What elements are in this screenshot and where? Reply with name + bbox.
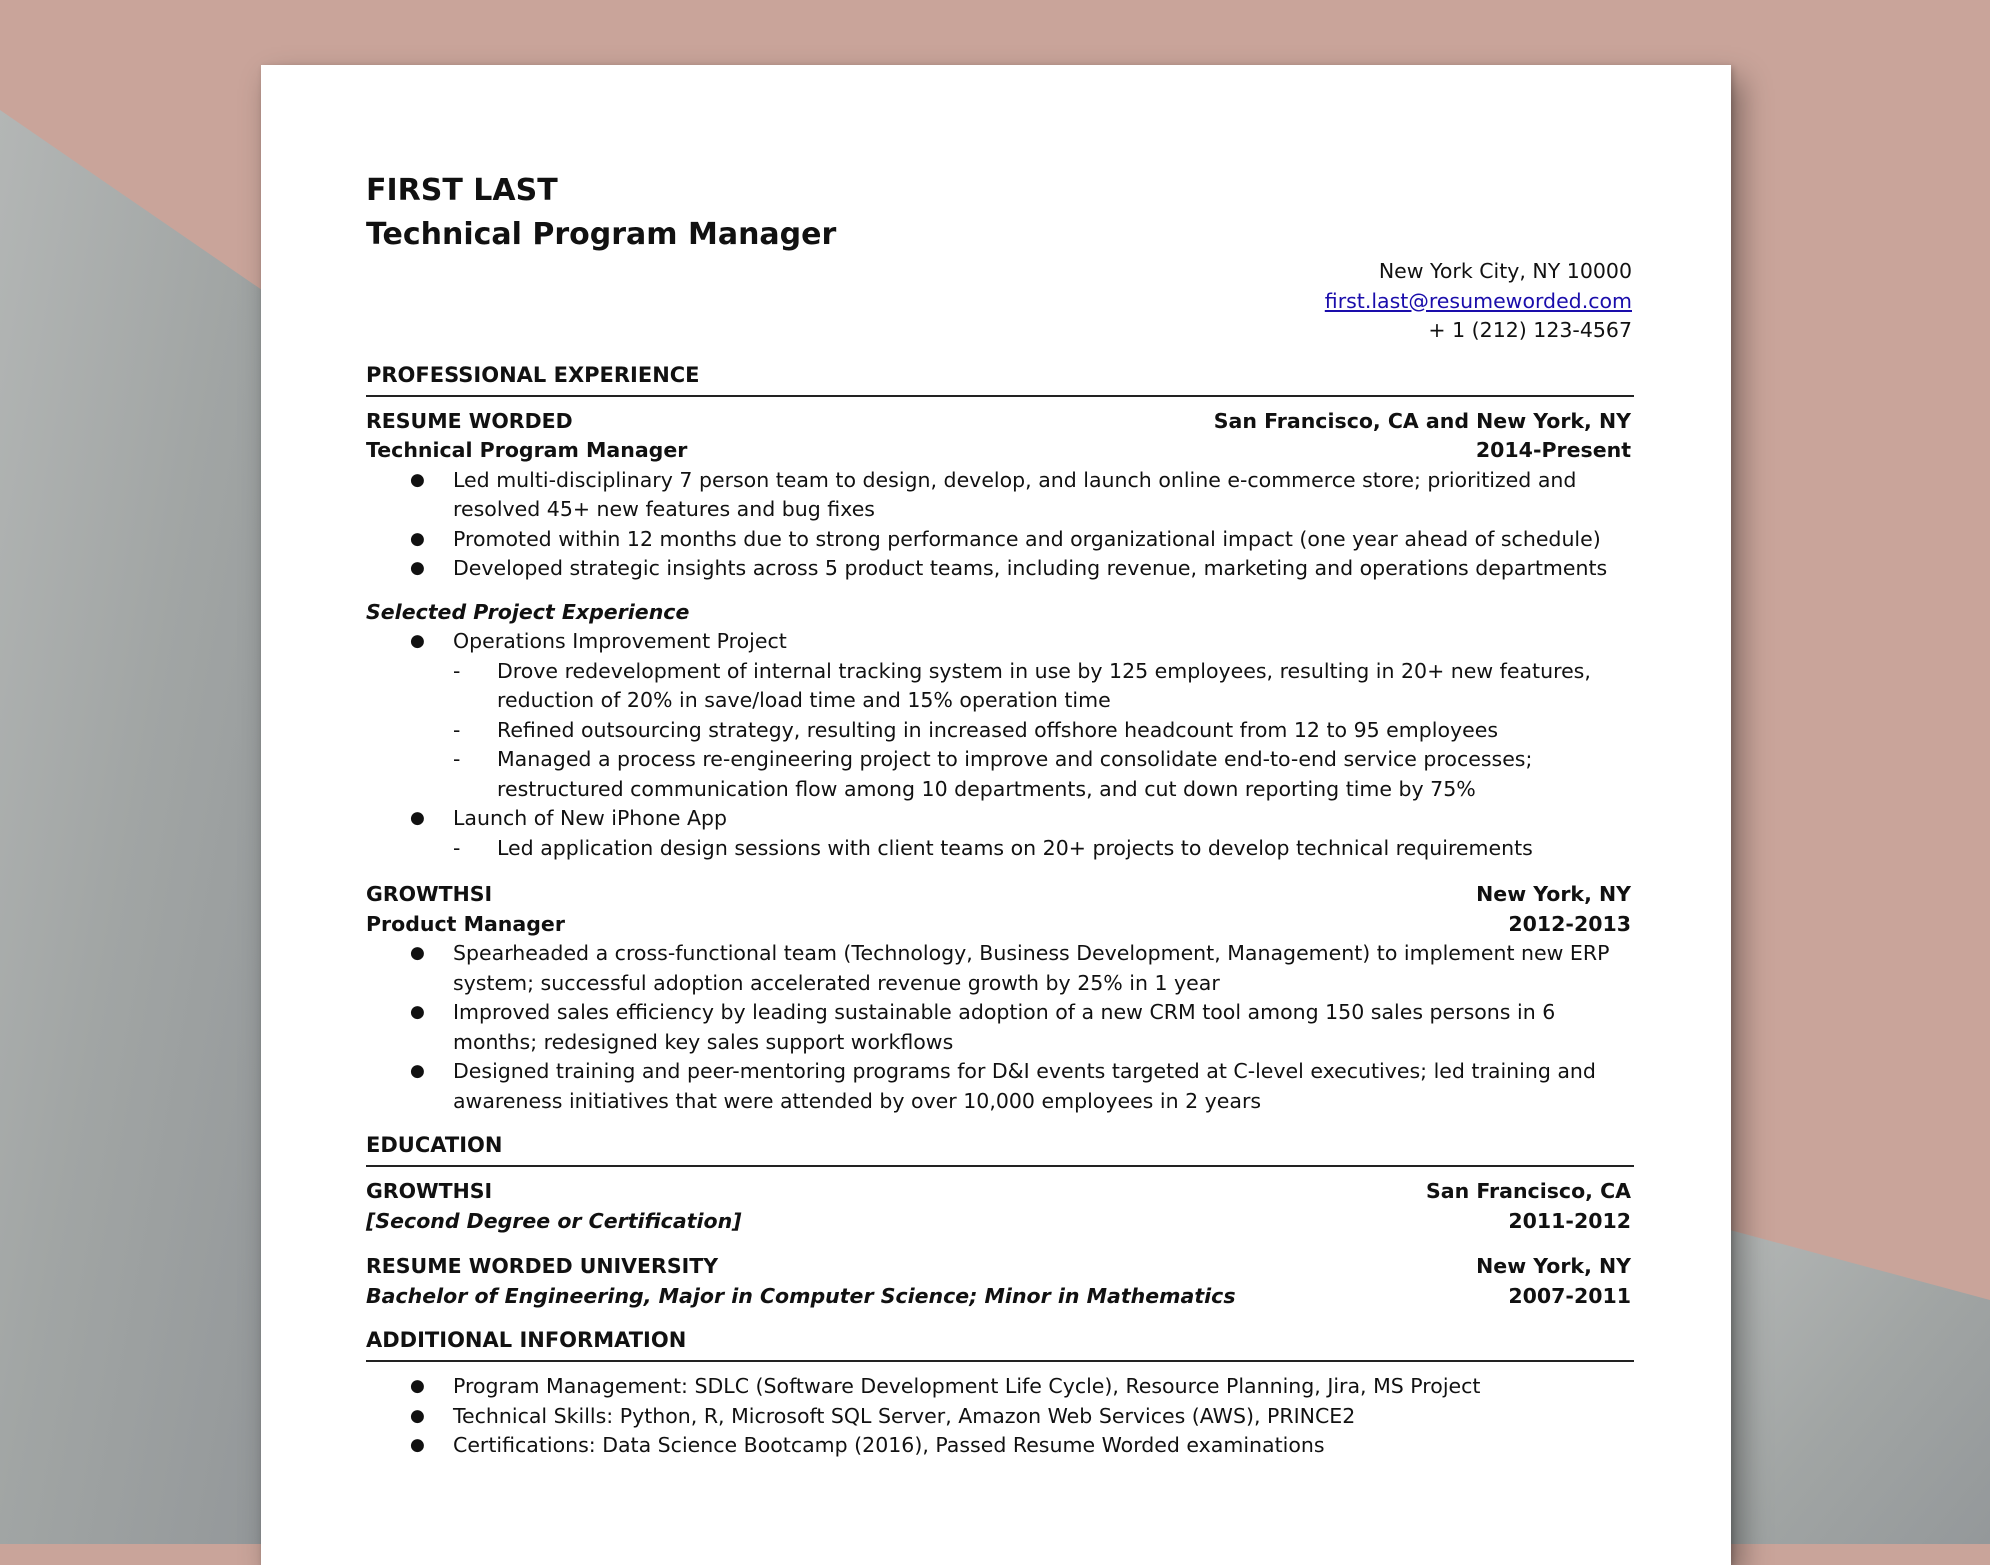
school-location: New York, NY — [1476, 1254, 1631, 1278]
job-bullet: ● Developed strategic insights across 5 product teams, including revenue, marketing and operations departments — [366, 554, 1634, 584]
school-dates: 2007-2011 — [1508, 1283, 1631, 1308]
project-sub-list — [453, 657, 1634, 805]
job-header-row — [366, 880, 1634, 910]
job-bullet: ● Promoted within 12 months due to strong performance and organizational impact (one year ahead of schedule) — [366, 525, 1634, 555]
project-name: Operations Improvement Project — [453, 629, 787, 653]
project-sub-list — [453, 834, 1634, 864]
school-name: GROWTHSI — [366, 1179, 493, 1203]
section-heading-experience: PROFESSIONAL EXPERIENCE — [366, 362, 1634, 397]
additional-item: ● Program Management: SDLC (Software Development Life Cycle), Resource Planning, Jira, MS Project — [366, 1372, 1634, 1402]
job-bullets — [366, 466, 1634, 584]
job-role-row — [366, 910, 1634, 940]
resume-page — [261, 65, 1731, 1565]
job-role-row — [366, 436, 1634, 466]
job-location: New York, NY — [1476, 882, 1631, 906]
candidate-name: FIRST LAST — [366, 173, 558, 208]
projects-subheading: Selected Project Experience — [366, 599, 690, 624]
section-heading-education: EDUCATION — [366, 1132, 1634, 1167]
resume-content — [366, 169, 1634, 1461]
job-bullet: ● Led multi-disciplinary 7 person team to design, develop, and launch online e-commerce store; prioritized and resolved 45+ new features and bug fixes — [366, 466, 1634, 525]
project-name: Launch of New iPhone App — [453, 806, 728, 830]
school-degree: Bachelor of Engineering, Major in Computer Science; Minor in Mathematics — [366, 1283, 1236, 1308]
job-company: RESUME WORDED — [366, 408, 573, 433]
school-name: RESUME WORDED UNIVERSITY — [366, 1254, 719, 1278]
project-item — [366, 627, 1634, 804]
school-header-row — [366, 1252, 1634, 1282]
school-degree-row — [366, 1282, 1634, 1312]
job-company: GROWTHSI — [366, 882, 493, 906]
job-bullet: ● Improved sales efficiency by leading sustainable adoption of a new CRM tool among 150 sales persons in 6 months; redesigned key sales support workflows — [366, 998, 1634, 1057]
project-sub-item: - Led application design sessions with client teams on 20+ projects to develop technical requirements — [453, 834, 1634, 864]
school-header-row — [366, 1177, 1634, 1207]
job-bullet: ● Designed training and peer-mentoring programs for D&I events targeted at C-level executives; led training and awareness initiatives that were attended by over 10,000 employees in 2 years — [366, 1057, 1634, 1116]
job-header-row — [366, 407, 1634, 437]
additional-item: ● Certifications: Data Science Bootcamp (2016), Passed Resume Worded examinations — [366, 1431, 1634, 1461]
candidate-title: Technical Program Manager — [366, 217, 837, 252]
project-sub-item: - Drove redevelopment of internal tracking system in use by 125 employees, resulting in 20+ new features, reduction of 20% in save/load time and 15% operation time — [453, 657, 1634, 716]
section-heading-additional: ADDITIONAL INFORMATION — [366, 1327, 1634, 1362]
school-location: San Francisco, CA — [1425, 1179, 1631, 1203]
additional-item: ● Technical Skills: Python, R, Microsoft SQL Server, Amazon Web Services (AWS), PRINCE2 — [366, 1402, 1634, 1432]
project-item — [366, 804, 1634, 863]
contact-phone: + 1 (212) 123-4567 — [1428, 318, 1632, 342]
project-sub-item: - Refined outsourcing strategy, resulting in increased offshore headcount from 12 to 95 employees — [453, 716, 1634, 746]
job-location: San Francisco, CA and New York, NY — [1213, 408, 1631, 433]
school-degree: [Second Degree or Certification] — [366, 1208, 742, 1233]
job-bullets — [366, 939, 1634, 1116]
job-dates: 2012-2013 — [1508, 911, 1631, 936]
job-dates: 2014-Present — [1475, 438, 1631, 462]
contact-email-link[interactable]: first.last@resumeworded.com — [1324, 288, 1632, 313]
project-list — [366, 627, 1634, 863]
contact-block — [366, 257, 1632, 346]
school-degree-row — [366, 1207, 1634, 1237]
project-sub-item: - Managed a process re-engineering project to improve and consolidate end-to-end service processes; restructured communication flow among 10 departments, and cut down reporting time by 75% — [453, 745, 1634, 804]
job-bullet: ● Spearheaded a cross-functional team (Technology, Business Development, Management) to implement new ERP system; successful adoption accelerated revenue growth by 25% in 1 year — [366, 939, 1634, 998]
job-role: Technical Program Manager — [366, 438, 688, 462]
additional-list — [366, 1372, 1634, 1461]
contact-location: New York City, NY 10000 — [1378, 259, 1632, 283]
job-role: Product Manager — [366, 911, 565, 936]
school-dates: 2011-2012 — [1508, 1208, 1631, 1233]
